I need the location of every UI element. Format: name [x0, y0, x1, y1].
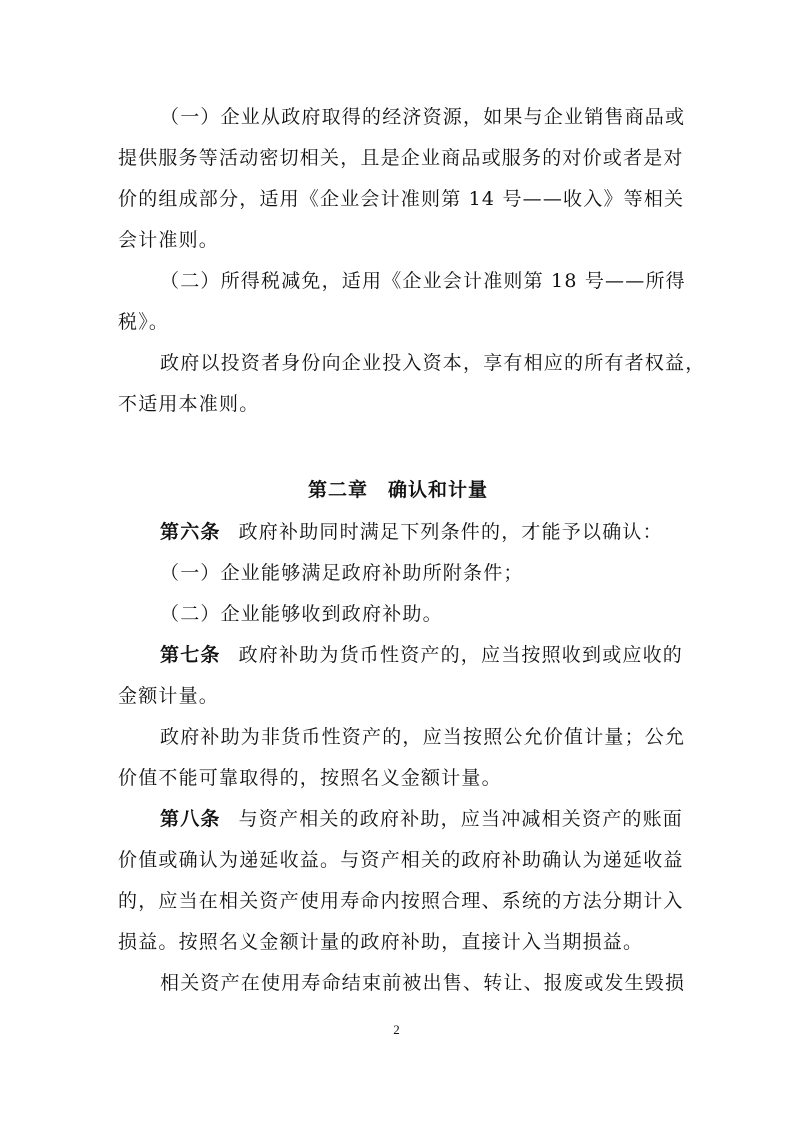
text-line: 相关资产在使用寿命结束前被出售、转让、报废或发生毁损	[160, 972, 686, 994]
text-line: 税》。	[118, 311, 170, 333]
text-line: 价值不能可靠取得的，按照名义金额计量。	[118, 767, 502, 789]
text-line: 价的组成部分，适用《企业会计准则第 14 号——收入》等相关	[118, 188, 685, 210]
text-line: 金额计量。	[118, 685, 220, 707]
text-line: 政府以投资者身份向企业投入资本，享有相应的所有者权益，	[160, 352, 706, 374]
article-six	[160, 520, 678, 544]
text-line: 会计准则。	[118, 229, 220, 251]
text-line: （一）企业能够满足政府补助所附条件；	[160, 562, 524, 584]
text-line: 的，应当在相关资产使用寿命内按照合理、系统的方法分期计入	[118, 890, 684, 912]
article-eight	[160, 807, 684, 831]
text-line: （一）企业从政府取得的经济资源，如果与企业销售商品或	[160, 106, 686, 128]
article-label: 第六条	[160, 521, 221, 543]
text-line: 不适用本准则。	[118, 393, 260, 415]
article-seven	[160, 643, 684, 667]
page-number: 2	[393, 1022, 400, 1037]
text-line: （二）所得税减免，适用《企业会计准则第 18 号——所得	[160, 270, 686, 292]
chapter-heading: 第二章 确认和计量	[307, 479, 488, 501]
text-line: 价值或确认为递延收益。与资产相关的政府补助确认为递延收益	[118, 849, 684, 871]
article-label: 第七条	[160, 644, 221, 666]
text-line: 提供服务等活动密切相关，且是企业商品或服务的对价或者是对	[118, 147, 684, 169]
text-line: 与资产相关的政府补助，应当冲减相关资产的账面	[238, 808, 684, 830]
text-line: 政府补助为货币性资产的，应当按照收到或应收的	[238, 644, 684, 666]
text-line: 政府补助同时满足下列条件的，才能予以确认：	[238, 521, 663, 543]
article-label: 第八条	[160, 808, 221, 830]
text-line: 政府补助为非货币性资产的，应当按照公允价值计量；公允	[160, 726, 686, 748]
text-line: 损益。按照名义金额计量的政府补助，直接计入当期损益。	[118, 931, 644, 953]
text-line: （二）企业能够收到政府补助。	[160, 603, 443, 625]
